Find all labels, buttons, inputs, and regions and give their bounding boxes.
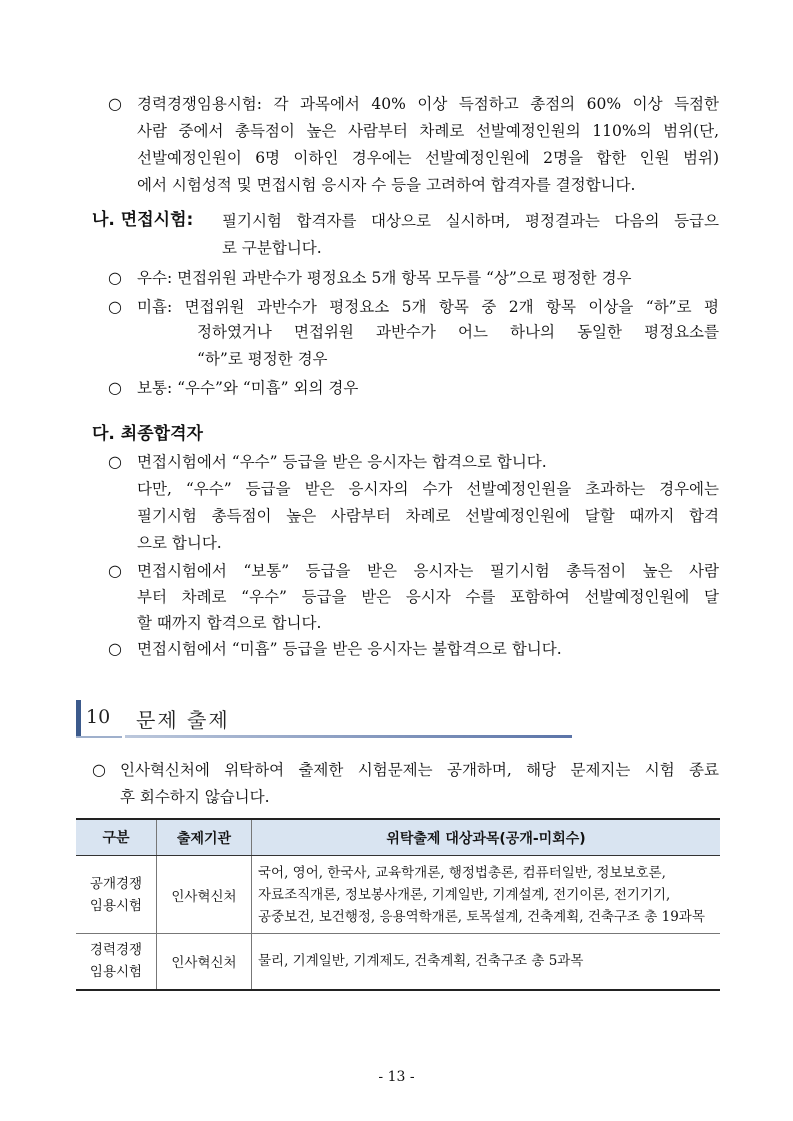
paragraph-line: 미흡: 면접위원 과반수가 평정요소 5개 항목 중 2개 항목 이상을 “하”로 평	[137, 298, 719, 316]
bullet-symbol: ○	[108, 94, 122, 113]
paragraph-line: 경력경쟁임용시험: 각 과목에서 40% 이상 득점하고 총점의 60% 이상 득점한	[137, 95, 719, 113]
bullet-symbol: ○	[108, 378, 122, 397]
cell-line: 국어, 영어, 한국사, 교육학개론, 행정법총론, 컴퓨터일반, 정보보호론,	[258, 864, 666, 881]
category-cell	[76, 856, 157, 934]
section-title: 문제 출제	[136, 708, 230, 732]
subjects-cell	[252, 856, 721, 934]
bullet-symbol: ○	[92, 760, 106, 779]
section-number: 10	[86, 706, 111, 728]
table-header-cell: 출제기관	[157, 819, 252, 856]
table-header-cell: 위탁출제 대상과목(공개-미회수)	[252, 819, 721, 856]
section-heading-na: 나. 면접시험:	[92, 210, 194, 230]
paragraph-line: 정하였거나 면접위원 과반수가 어느 하나의 동일한 평정요소를	[197, 323, 719, 341]
paragraph-line: 면접시험에서 “우수” 등급을 받은 응시자는 합격으로 합니다.	[137, 453, 547, 471]
paragraph-line: 으로 합니다.	[137, 534, 222, 552]
cell-line: 임용시험	[89, 897, 143, 914]
paragraph-line: 보통: “우수”와 “미흡” 외의 경우	[137, 379, 359, 397]
header-rule	[125, 735, 572, 738]
paragraph-line: 인사혁신처에 위탁하여 출제한 시험문제는 공개하며, 해당 문제지는 시험 종료	[120, 761, 719, 779]
header-number-underline	[76, 736, 122, 738]
page-number: - 13 -	[378, 1069, 415, 1085]
table-row	[76, 856, 720, 934]
category-cell	[76, 934, 157, 990]
agency-cell: 인사혁신처	[157, 934, 252, 990]
cell-line: 임용시험	[89, 964, 143, 981]
paragraph-line: 우수: 면접위원 과반수가 평정요소 5개 항목 모두를 “상”으로 평정한 경우	[137, 269, 632, 287]
bullet-symbol: ○	[108, 639, 122, 658]
table-row	[76, 934, 720, 990]
paragraph-line: 사람 중에서 총득점이 높은 사람부터 차례로 선발예정인원의 110%의 범위(단,	[137, 122, 719, 140]
paragraph-line: “하”로 평정한 경우	[197, 350, 328, 368]
cell-line: 공중보건, 보건행정, 응용역학개론, 토목설계, 건축계획, 건축구조 총 19과목	[258, 908, 705, 925]
paragraph-line: 로 구분합니다.	[222, 239, 322, 257]
bullet-symbol: ○	[108, 268, 122, 287]
subjects-table	[76, 818, 720, 991]
paragraph-line: 다만, “우수” 등급을 받은 응시자의 수가 선발예정인원을 초과하는 경우에는	[137, 480, 719, 498]
header-accent-bar	[76, 700, 81, 738]
subjects-cell	[252, 934, 721, 990]
paragraph-line: 필기시험 합격자를 대상으로 실시하며, 평정결과는 다음의 등급으	[222, 212, 719, 230]
bullet-symbol: ○	[108, 561, 122, 580]
agency-cell: 인사혁신처	[157, 856, 252, 934]
paragraph-line: 면접시험에서 “보통” 등급을 받은 응시자는 필기시험 총득점이 높은 사람	[137, 562, 719, 580]
paragraph-line: 필기시험 총득점이 높은 사람부터 차례로 선발예정인원에 달할 때까지 합격	[137, 507, 719, 525]
paragraph-line: 부터 차례로 “우수” 등급을 받은 응시자 수를 포함하여 선발예정인원에 달	[137, 588, 719, 606]
table-header-cell: 구분	[76, 819, 157, 856]
paragraph-line: 할 때까지 합격으로 합니다.	[137, 614, 322, 632]
paragraph-line: 면접시험에서 “미흡” 등급을 받은 응시자는 불합격으로 합니다.	[137, 640, 562, 658]
bullet-symbol: ○	[108, 452, 122, 471]
bullet-symbol: ○	[108, 297, 122, 316]
paragraph-line: 에서 시험성적 및 면접시험 응시자 수 등을 고려하여 합격자를 결정합니다.	[137, 176, 636, 194]
section-heading-da: 다. 최종합격자	[92, 424, 203, 444]
paragraph-line: 후 회수하지 않습니다.	[120, 788, 270, 806]
table-header-row	[76, 819, 720, 856]
cell-line: 물리, 기계일반, 기계제도, 건축계획, 건축구조 총 5과목	[258, 953, 584, 970]
paragraph-line: 선발예정인원이 6명 이하인 경우에는 선발예정인원에 2명을 합한 인원 범위)	[137, 149, 719, 167]
cell-line: 경력경쟁	[89, 942, 143, 959]
cell-line: 공개경쟁	[89, 875, 143, 892]
cell-line: 자료조직개론, 정보봉사개론, 기계일반, 기계설계, 전기이론, 전기기기,	[258, 886, 671, 903]
